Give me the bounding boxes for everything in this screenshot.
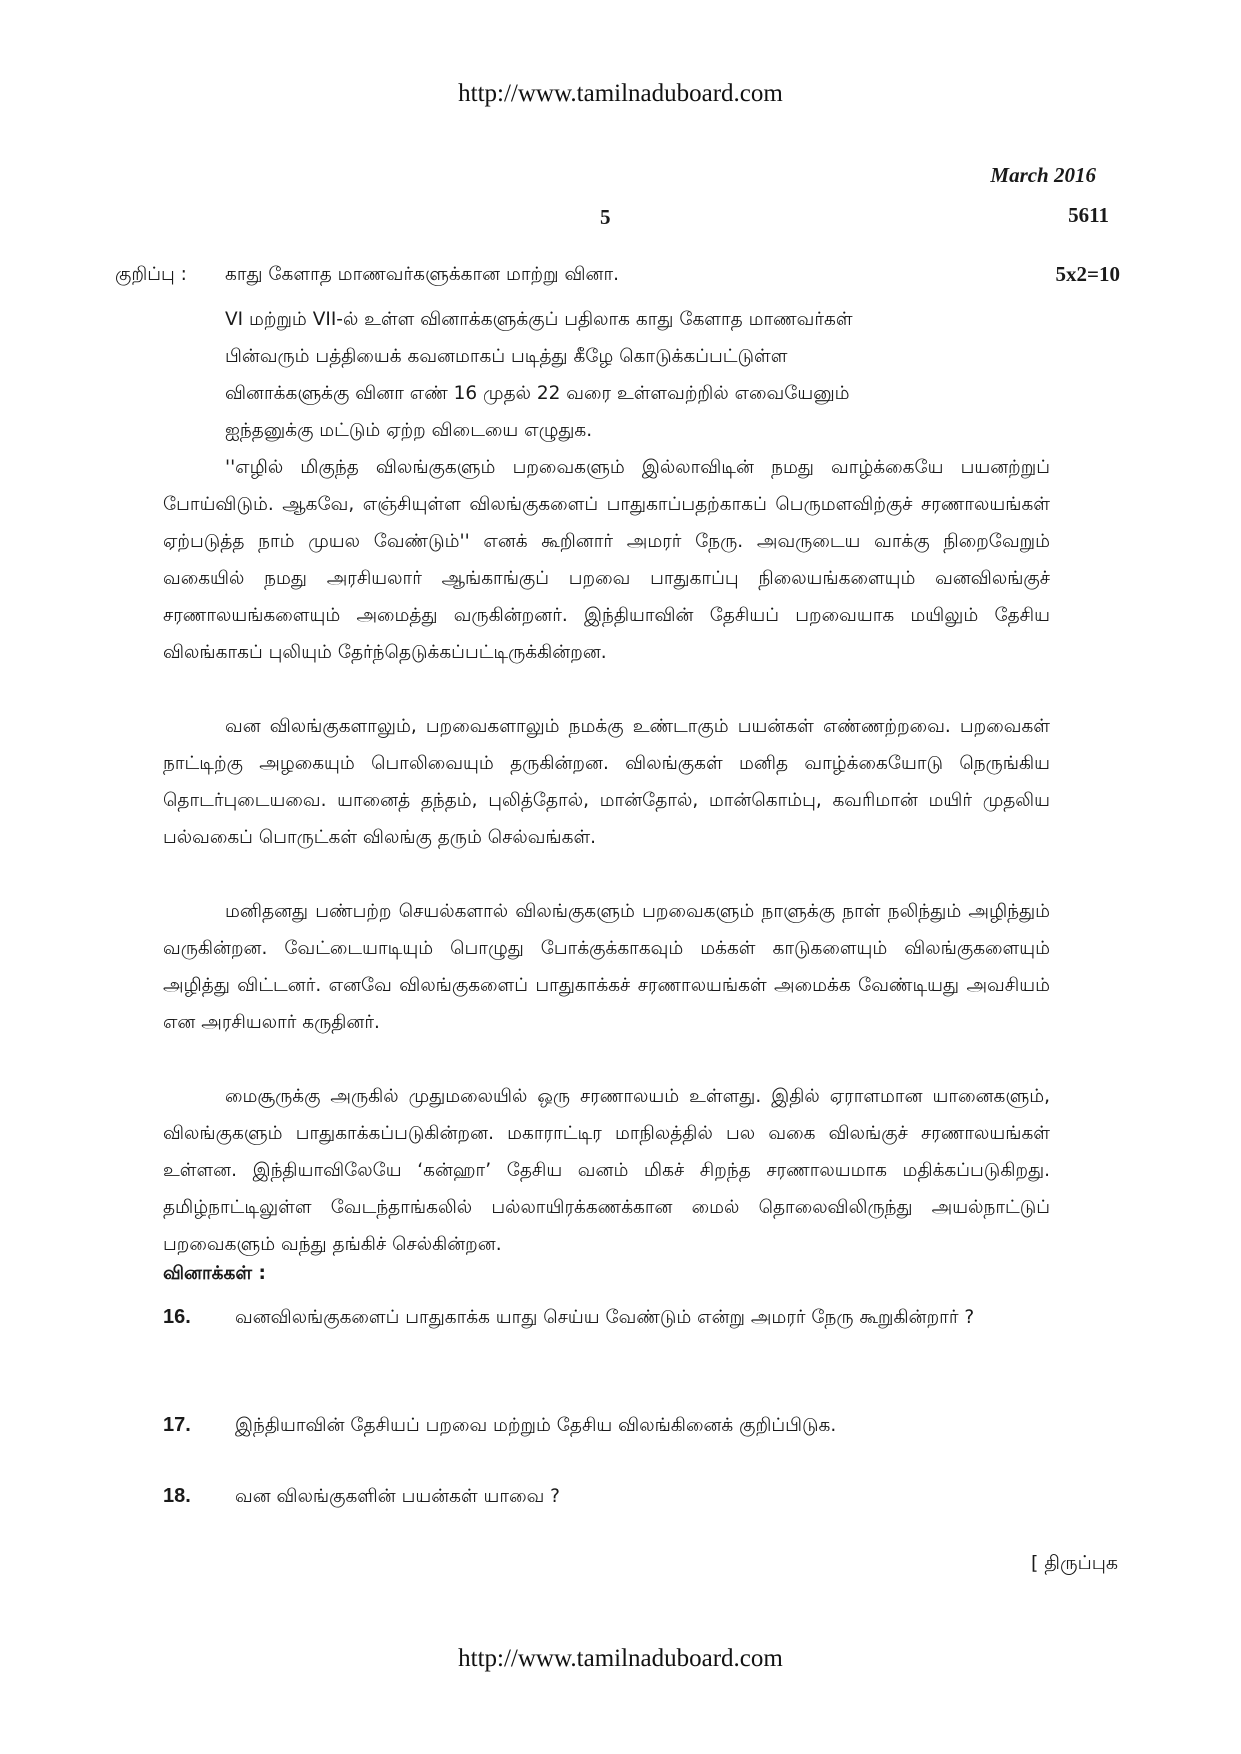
question-text: இந்தியாவின் தேசியப் பறவை மற்றும் தேசிய விலங்கினைக் குறிப்பிடுக. [235,1415,837,1436]
instructions [225,301,1050,449]
question-number: 18. [163,1485,191,1507]
instruction-line: VI மற்றும் VII-ல் உள்ள வினாக்களுக்குப் பதிலாக காது கேளாத மாணவர்கள் [225,309,853,330]
questions-heading: வினாக்கள் : [163,1263,266,1284]
passage-paragraph-4: மைசூருக்கு அருகில் முதுமலையில் ஒரு சரணாலயம் உள்ளது. இதில் ஏராளமான யானைகளும், விலங்குகளும் பாதுகாக்கப்படுகின்றன. மகாராட்டிர மாநிலத்தில் பல வகை விலங்குச் சரணாலயங்கள் உள்ளன. இந்தியாவிலேயே ‘கன்ஹா’ தேசிய வனம் மிகச் சிறந்த சரணாலயமாக மதிக்கப்படுகிறது. தமிழ்நாட்டிலுள்ள வேடந்தாங்கலில் பல்லாயிரக்கணக்கான மைல் தொலைவிலிருந்து அயல்நாட்டுப் பறவைகளும் வந்து தங்கிச் செல்கின்றன. [163,1086,1050,1255]
question-number: 17. [163,1414,191,1436]
marks-allocation: 5x2=10 [1055,262,1120,286]
note-text: காது கேளாத மாணவர்களுக்கான மாற்று வினா. [225,264,620,285]
question-number: 16. [163,1306,191,1328]
passage-paragraph-3: மனிதனது பண்பற்ற செயல்களால் விலங்குகளும் பறவைகளும் நாளுக்கு நாள் நலிந்தும் அழிந்தும் வருகின்றன. வேட்டையாடியும் பொழுது போக்குக்காகவும் மக்கள் காடுகளையும் விலங்குகளையும் அழித்து விட்டனர். எனவே விலங்குகளைப் பாதுகாக்கச் சரணாலயங்கள் அமைக்க வேண்டியது அவசியம் என அரசியலார் கருதினர். [163,901,1050,1033]
passage-paragraph-1: ''எழில் மிகுந்த விலங்குகளும் பறவைகளும் இல்லாவிடின் நமது வாழ்க்கையே பயனற்றுப் போய்விடும். ஆகவே, எஞ்சியுள்ள விலங்குகளைப் பாதுகாப்பதற்காகப் பெருமளவிற்குச் சரணாலயங்கள் ஏற்படுத்த நாம் முயல வேண்டும்'' எனக் கூறினார் அமரர் நேரு. அவருடைய வாக்கு நிறைவேறும் வகையில் நமது அரசியலார் ஆங்காங்குப் பறவை பாதுகாப்பு நிலையங்களையும் வனவிலங்குச் சரணாலயங்களையும் அமைத்து வருகின்றனர். இந்தியாவின் தேசியப் பறவையாக மயிலும் தேசிய விலங்காகப் புலியும் தேர்ந்தெடுக்கப்பட்டிருக்கின்றன. [163,457,1050,663]
exam-date: March 2016 [990,163,1096,187]
page-number: 5 [600,205,611,229]
question-text: வனவிலங்குகளைப் பாதுகாக்க யாது செய்ய வேண்டும் என்று அமரர் நேரு கூறுகின்றார் ? [235,1307,975,1328]
note-label: குறிப்பு : [115,264,187,285]
source-url-footer[interactable]: http://www.tamilnaduboard.com [458,1645,783,1672]
instruction-line: வினாக்களுக்கு வினா எண் 16 முதல் 22 வரை உள்ளவற்றில் எவையேனும் [225,383,850,404]
instruction-line: பின்வரும் பத்தியைக் கவனமாகப் படித்து கீழே கொடுக்கப்பட்டுள்ள [225,346,788,367]
instruction-line: ஐந்தனுக்கு மட்டும் ஏற்ற விடையை எழுதுக. [225,420,593,441]
passage-paragraph-2: வன விலங்குகளாலும், பறவைகளாலும் நமக்கு உண்டாகும் பயன்கள் எண்ணற்றவை. பறவைகள் நாட்டிற்கு அழகையும் பொலிவையும் தருகின்றன. விலங்குகள் மனித வாழ்க்கையோடு நெருங்கிய தொடர்புடையவை. யானைத் தந்தம், புலித்தோல், மான்தோல், மான்கொம்பு, கவரிமான் மயிர் முதலிய பல்வகைப் பொருட்கள் விலங்கு தரும் செல்வங்கள். [163,716,1050,848]
paper-code: 5611 [1068,203,1109,227]
source-url-header[interactable]: http://www.tamilnaduboard.com [458,80,783,107]
page-turn-note: [ திருப்புக [1030,1552,1118,1574]
question-text: வன விலங்குகளின் பயன்கள் யாவை ? [235,1486,560,1507]
